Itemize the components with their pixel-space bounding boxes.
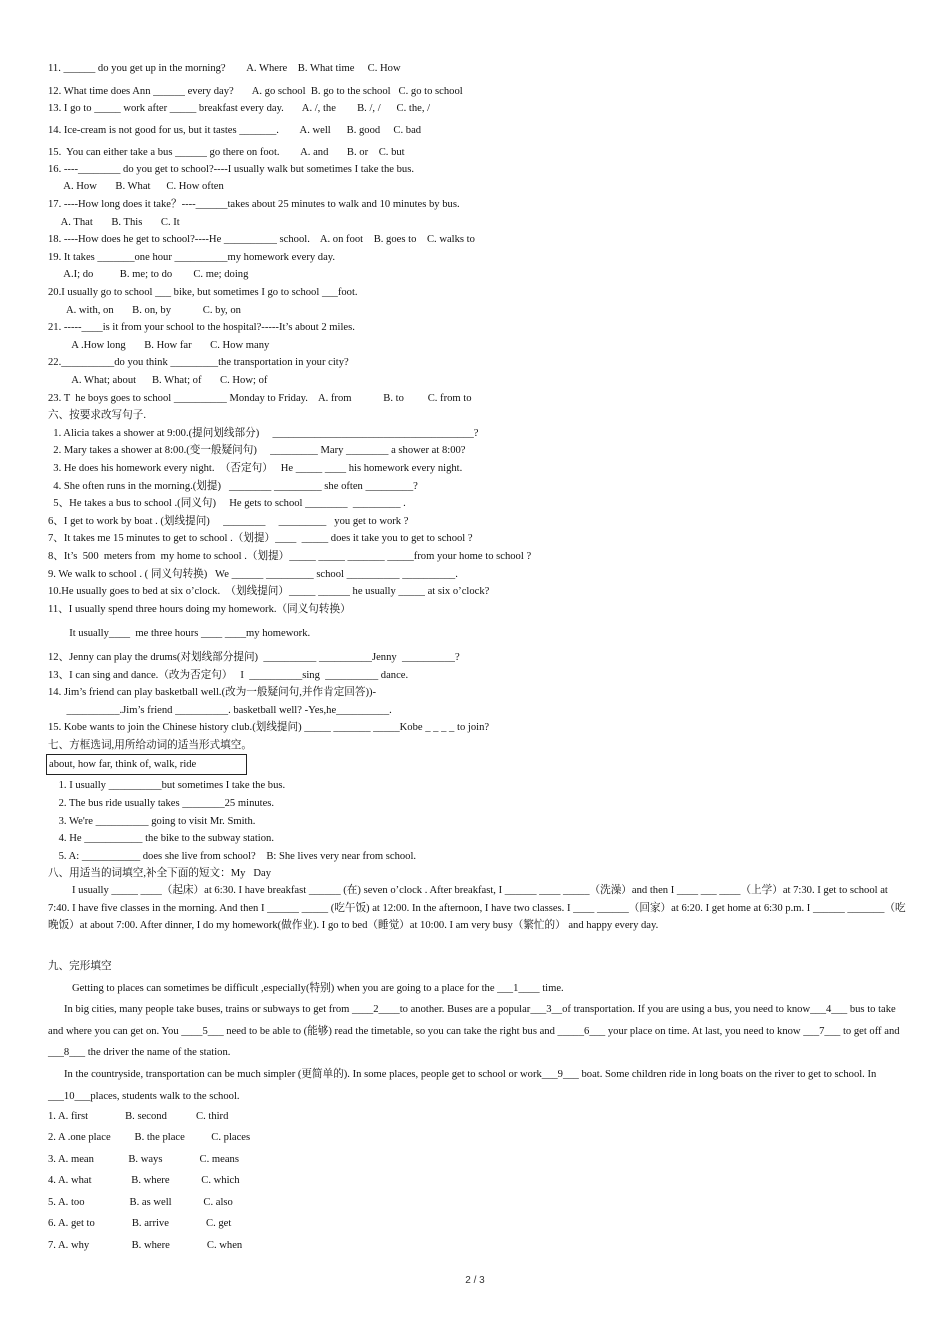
question-22: 22.__________do you think _________the transportation in your city?	[48, 357, 349, 368]
rewrite-14-answer: __________.Jim’s friend __________. basketball well? -Yes,he__________.	[48, 705, 392, 716]
question-17-options: A. That B. This C. It	[48, 217, 180, 228]
rewrite-10: 10.He usually goes to bed at six o’clock. （划线提问）_____ ______ he usually _____ at six o’clock?	[48, 586, 490, 597]
rewrite-9: 9. We walk to school . ( 同义句转换) We ______ _________ school __________ __________.	[48, 569, 458, 580]
question-13: 13. I go to _____ work after _____ breakfast every day. A. /, the B. /, / C. the, /	[48, 103, 431, 114]
page-number: 2 / 3	[465, 1275, 485, 1286]
rewrite-3: 3. He does his homework every night. （否定句） He _____ ____ his homework every night.	[48, 463, 463, 474]
question-15: 15. You can either take a bus ______ go there on foot. A. and B. or C. but	[48, 147, 405, 158]
section-8-title: 八、用适当的词填空,补全下面的短文：My Day	[48, 868, 272, 879]
rewrite-4: 4. She often runs in the morning.(划提) ________ _________ she often _________?	[48, 481, 418, 492]
question-16: 16. ----________ do you get to school?----I usually walk but sometimes I take the bus.	[48, 164, 414, 175]
question-16-options: A. How B. What C. How often	[48, 181, 224, 192]
question-20: 20.I usually go to school ___ bike, but sometimes I go to school ___foot.	[48, 287, 358, 298]
question-19: 19. It takes _______one hour __________my homework every day.	[48, 252, 336, 263]
rewrite-2: 2. Mary takes a shower at 8:00.(变一般疑问句) _________ Mary ________ a shower at 8:00?	[48, 445, 466, 456]
cloze-paragraph-1: Getting to places can sometimes be difficult ,especially(特别) when you are going to a place for the ___1____ time.	[72, 983, 564, 994]
cloze-option-3: 3. A. mean B. ways C. means	[48, 1154, 239, 1165]
question-12: 12. What time does Ann ______ every day? A. go school B. go to the school C. go to school	[48, 86, 463, 97]
question-14: 14. Ice-cream is not good for us, but it tastes _______. A. well B. good C. bad	[48, 125, 422, 136]
question-19-options: A.I; do B. me; to do C. me; doing	[48, 269, 249, 280]
question-20-options: A. with, on B. on, by C. by, on	[48, 305, 241, 316]
cloze-paragraph-2: In big cities, many people take buses, trains or subways to get from ____2____to another. Buses are a popular___3__of transportation. If you are using a bus, you need to know___4___ bus to take and where you can get on. You ____5___ need to be able to (能够) read the timetable, so you can take the right bus and _____6___ your place on time. At last, you need to know ___7___ to get off and ___8___ the driver the name of the station.	[48, 1004, 900, 1058]
cloze-option-6: 6. A. get to B. arrive C. get	[48, 1218, 232, 1229]
section-7-title: 七、方框选词,用所给动词的适当形式填空。	[48, 740, 252, 751]
question-22-options: A. What; about B. What; of C. How; of	[48, 375, 268, 386]
cloze-option-2: 2. A .one place B. the place C. places	[48, 1132, 251, 1143]
cloze-option-4: 4. A. what B. where C. which	[48, 1175, 240, 1186]
question-18: 18. ----How does he get to school?----He __________ school. A. on foot B. goes to C. walks to	[48, 234, 475, 245]
section-8-passage: I usually _____ ____（起床）at 6:30. I have breakfast ______ (在) seven o’clock . After breakfast, I ______ ____ _____（洗澡）and then I ____ ___ ____（上学）at 7:30. I get to school at 7:40. I have five classes in the morning. And then I ______ _____ (吃午饭) at 12:00. In the afternoon, I have two classes. I ____ ______（回家）at 6:20. I get home at 6:30 p.m. I ______ _______（吃晚饭）at about 7:00. After dinner, I do my homework(做作业). I go to bed（睡觉）at 10:00. I am very busy（繁忙的） and happy every day.	[48, 885, 906, 931]
rewrite-12: 12、Jenny can play the drums(对划线部分提问) __________ __________Jenny __________?	[48, 652, 460, 663]
rewrite-13: 13、I can sing and dance.（改为否定句） I __________sing __________ dance.	[48, 670, 409, 681]
section-6-title: 六、按要求改写句子.	[48, 410, 146, 421]
rewrite-8: 8、It’s 500 meters from my home to school .（划提）_____ _____ _______ _____from your home to school ?	[48, 551, 532, 562]
fill-2: 2. The bus ride usually takes ________25 minutes.	[48, 798, 275, 809]
word-box-text: about, how far, think of, walk, ride	[49, 759, 197, 770]
cloze-paragraph-3: In the countryside, transportation can be much simpler (更简单的). In some places, people get to school or work___9___ boat. Some children ride in long boats on the river to get to school. In ___10___places, students walk to the school.	[48, 1069, 877, 1102]
fill-4: 4. He ___________ the bike to the subway station.	[48, 833, 274, 844]
question-23: 23. T he boys goes to school __________ Monday to Friday. A. from B. to C. from to	[48, 393, 472, 404]
question-21-options: A .How long B. How far C. How many	[48, 340, 270, 351]
rewrite-7: 7、It takes me 15 minutes to get to school .（划提）____ _____ does it take you to get to school ?	[48, 533, 473, 544]
fill-1: 1. I usually __________but sometimes I take the bus.	[48, 780, 286, 791]
cloze-option-7: 7. A. why B. where C. when	[48, 1240, 243, 1251]
question-17: 17. ----How long does it take？----______takes about 25 minutes to walk and 10 minutes by bus.	[48, 199, 460, 210]
rewrite-14: 14. Jim’s friend can play basketball well.(改为一般疑问句,并作肯定回答))-	[48, 687, 377, 698]
fill-5: 5. A: ___________ does she live from school? B: She lives very near from school.	[48, 851, 417, 862]
rewrite-15: 15. Kobe wants to join the Chinese history club.(划线提问) _____ _______ _____Kobe _ _ _ _ to join?	[48, 722, 490, 733]
cloze-option-5: 5. A. too B. as well C. also	[48, 1197, 233, 1208]
rewrite-11-answer: It usually____ me three hours ____ ____my homework.	[48, 628, 311, 639]
rewrite-6: 6、I get to work by boat . (划线提问) ________ _________ you get to work ?	[48, 516, 409, 527]
rewrite-11: 11、I usually spend three hours doing my homework.（同义句转换）	[48, 604, 351, 615]
section-9-title: 九、完形填空	[48, 961, 112, 972]
question-21: 21. -----____is it from your school to the hospital?-----It’s about 2 miles.	[48, 322, 355, 333]
cloze-option-1: 1. A. first B. second C. third	[48, 1111, 229, 1122]
question-11: 11. ______ do you get up in the morning? A. Where B. What time C. How	[48, 63, 401, 74]
rewrite-5: 5、He takes a bus to school .(同义句) He gets to school ________ _________ .	[48, 498, 406, 509]
fill-3: 3. We're __________ going to visit Mr. Smith.	[48, 816, 256, 827]
rewrite-1: 1. Alicia takes a shower at 9:00.(提问划线部分) ______________________________________?	[48, 428, 479, 439]
